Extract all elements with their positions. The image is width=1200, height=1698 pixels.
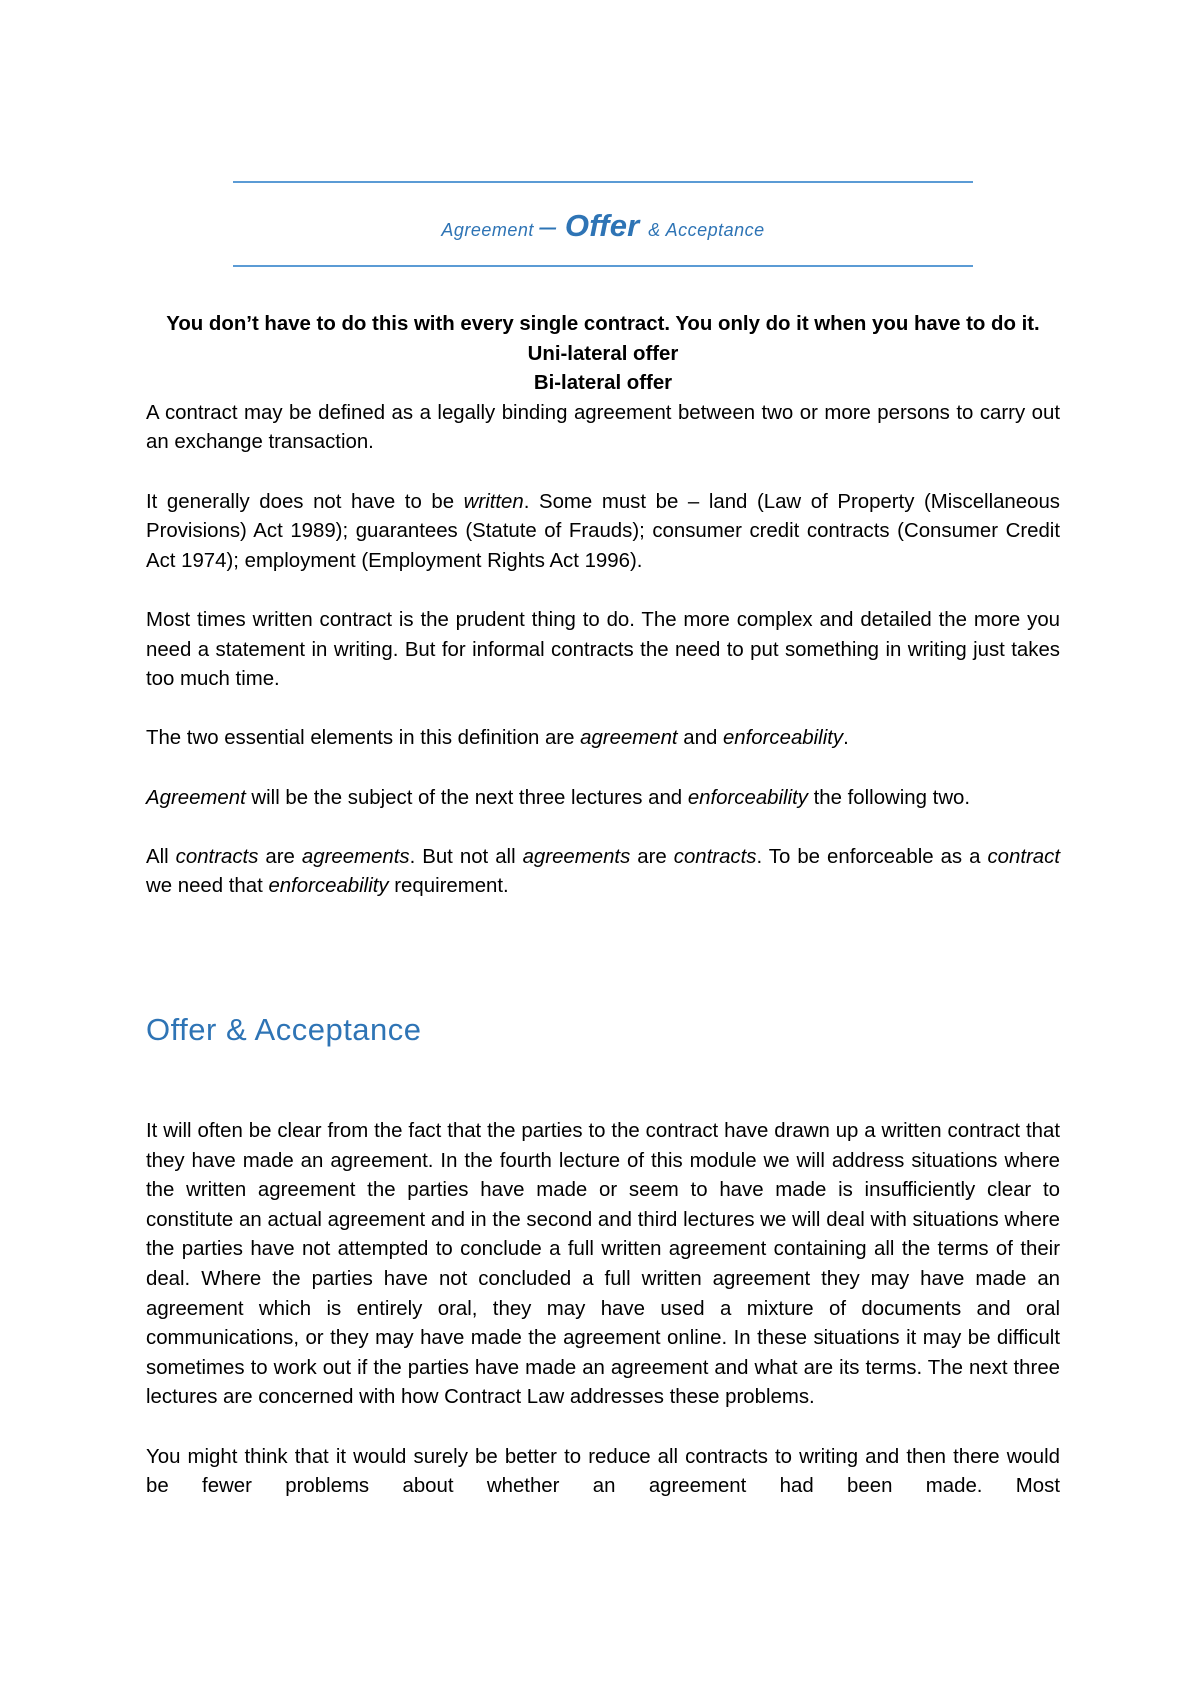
- ac-contracts2: contracts: [673, 845, 757, 868]
- ac-contracts1: contracts: [175, 845, 259, 868]
- lectures-end: the following two.: [807, 786, 971, 809]
- elements-agreement: agreement: [580, 727, 678, 750]
- elements-part1: The two essential elements in this definition are: [146, 727, 581, 750]
- written-part1: It generally does not have to be: [146, 490, 464, 513]
- ac-s4: are: [630, 845, 674, 868]
- title-suffix: & Acceptance: [648, 220, 765, 240]
- prudent-paragraph: Most times written contract is the prudent thing to do. The more complex and detailed the more you need a statement in writing. But for informal contracts the need to put something in writing just takes too much time.: [146, 608, 1060, 691]
- lectures-middle: will be the subject of the next three lectures and: [245, 786, 688, 809]
- uni-lateral-offer: Uni-lateral offer: [527, 342, 679, 365]
- document-title: [233, 206, 973, 252]
- title-top-rule: [233, 181, 973, 183]
- section-paragraph-1: It will often be clear from the fact that the parties to the contract have drawn up a written contract that they have made an agreement. In the fourth lecture of this module we will address situations where the written agreement the parties have made or seem to have made is insufficiently clear to constitute an actual agreement and in the second and third lectures we will deal with situations where the parties have not attempted to conclude a full written agreement containing all the terms of their deal. Where the parties have not concluded a full written agreement they may have made an agreement which is entirely oral, they may have used a mixture of documents and oral communications, or they may have made the agreement online. In these situations it may be difficult sometimes to work out if the parties have made an agreement and what are its terms. The next three lectures are concerned with how Contract Law addresses these problems.: [146, 1120, 1060, 1409]
- section-heading: Offer & Acceptance: [146, 1012, 422, 1047]
- definition-paragraph: A contract may be defined as a legally binding agreement between two or more persons to carry out an exchange transaction.: [146, 401, 1060, 454]
- ac-s1: All: [146, 845, 176, 868]
- section-paragraph-2: You might think that it would surely be better to reduce all contracts to writing and then there would be fewer problems about whether an agreement had been made. Most: [146, 1445, 1060, 1498]
- title-main: Offer: [556, 208, 649, 243]
- title-prefix: Agreement: [441, 220, 540, 240]
- elements-enforceability: enforceability: [722, 727, 844, 750]
- ac-s2: are: [258, 845, 302, 868]
- ac-agreements1: agreements: [301, 845, 410, 868]
- bi-lateral-offer: Bi-lateral offer: [533, 372, 673, 395]
- all-contracts-paragraph: [146, 843, 1060, 902]
- lectures-paragraph: [146, 784, 1060, 814]
- ac-enforceability: enforceability: [268, 875, 389, 898]
- offer-acceptance-section: [146, 1117, 1060, 1502]
- ac-agreements2: agreements: [522, 845, 631, 868]
- elements-paragraph: [146, 724, 1060, 754]
- lectures-enforceability: enforceability: [687, 786, 808, 809]
- written-part2: . Some must be – land (Law of Property (Miscellaneous Provisions) Act 1989); guarantees (Statute of Frauds); consumer credit contracts (Consumer Credit Act 1974); employment (Employment Rights Act 1996).: [146, 490, 1060, 572]
- intro-section: [146, 310, 1060, 902]
- written-paragraph: [146, 488, 1060, 577]
- intro-bold-line: You don’t have to do this with every single contract. You only do it when you have to do it.: [166, 313, 1040, 335]
- ac-s5: . To be enforceable as a: [756, 845, 988, 868]
- ac-s6: we need that: [146, 875, 269, 898]
- lectures-agreement: Agreement: [146, 786, 246, 809]
- title-dash: –: [539, 210, 557, 243]
- written-italic: written: [463, 490, 524, 513]
- ac-s3: . But not all: [409, 845, 523, 868]
- elements-end: .: [843, 727, 849, 750]
- elements-and: and: [677, 727, 723, 750]
- title-bottom-rule: [233, 265, 973, 267]
- ac-s7: requirement.: [388, 875, 509, 898]
- ac-contract3: contract: [987, 845, 1060, 868]
